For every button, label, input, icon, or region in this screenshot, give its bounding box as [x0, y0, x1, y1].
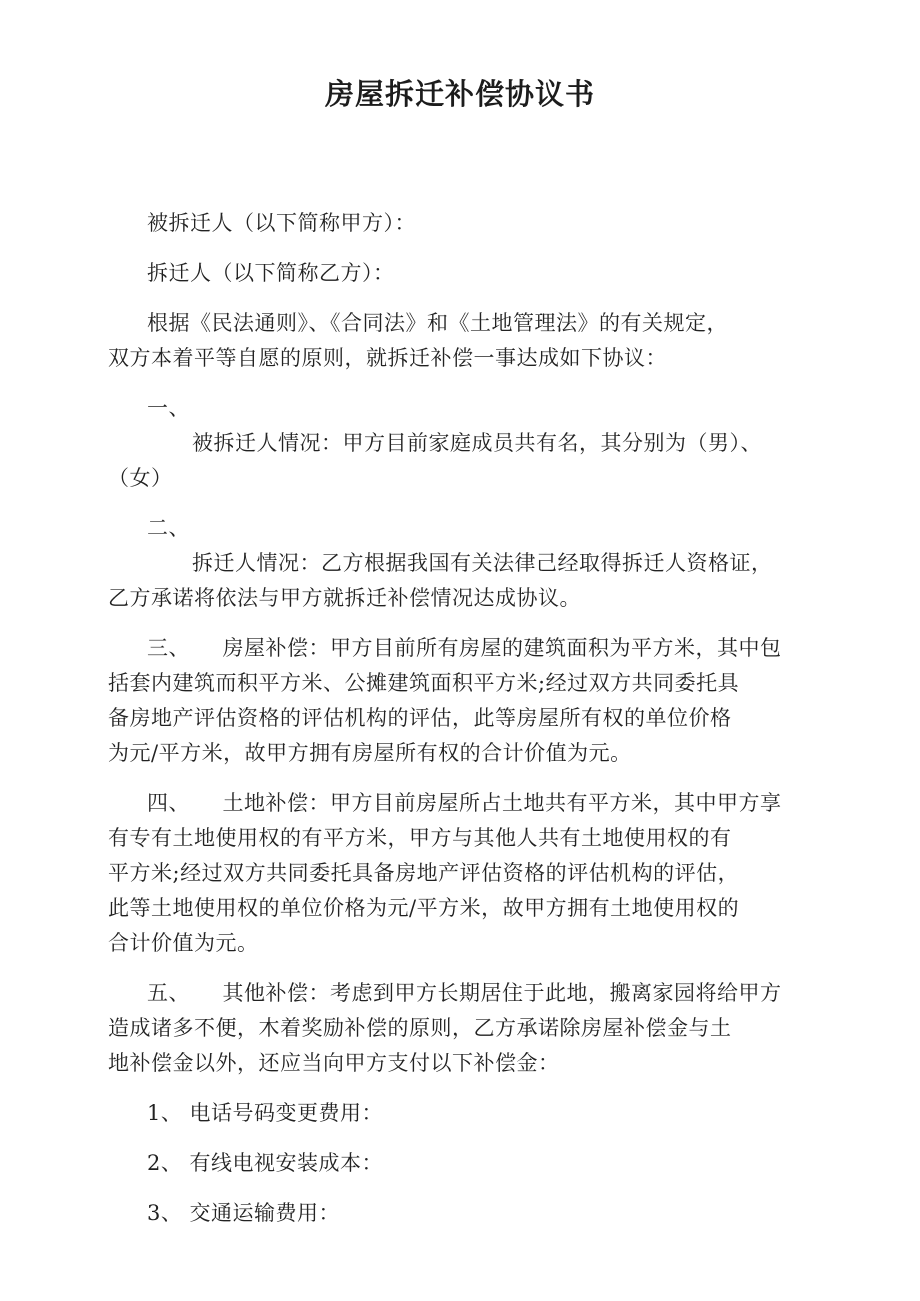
paragraph — [108, 256, 868, 291]
text-line: 一、 — [147, 396, 190, 420]
text-line: 地补偿金以外，还应当向甲方支付以下补偿金： — [108, 1051, 560, 1075]
paragraph — [108, 511, 868, 616]
text-line: 合计价值为元。 — [108, 931, 259, 955]
text-line: 拆迁人情况：乙方根据我国有关法律己经取得拆迁人资格证， — [192, 551, 773, 575]
text-line: 2、 有线电视安装成本： — [147, 1151, 384, 1175]
text-line: 平方米;经过双方共同委托具备房地产评估资格的评估机构的评估， — [108, 861, 740, 885]
text-line: 被拆迁人情况：甲方目前家庭成员共有名，其分别为（男）、 — [192, 431, 762, 455]
text-line: 括套内建筑而积平方米、公摊建筑面积平方米;经过双方共同委托具 — [108, 671, 740, 695]
paragraph — [108, 306, 868, 376]
text-line: 3、 交通运输费用： — [147, 1201, 341, 1225]
paragraph — [108, 1146, 868, 1181]
paragraph — [108, 786, 868, 961]
text-line: 五、 其他补偿：考虑到甲方长期居住于此地，搬离家园将给甲方 — [147, 981, 782, 1005]
text-line: 二、 — [147, 516, 190, 540]
text-line: 拆迁人（以下简称乙方）： — [147, 261, 395, 285]
text-line: 被拆迁人（以下简称甲方）： — [147, 211, 416, 235]
paragraph — [108, 206, 868, 241]
text-line: 双方本着平等自愿的原则，就拆迁补偿一事达成如下协议： — [108, 346, 667, 370]
document-body — [108, 206, 868, 1246]
paragraph — [108, 631, 868, 771]
text-line: 乙方承诺将依法与甲方就拆迁补偿情况达成协议。 — [108, 586, 581, 610]
document-title: 房屋拆迁补偿协议书 — [324, 77, 595, 111]
paragraph — [108, 391, 868, 496]
text-line: 为元/平方米，故甲方拥有房屋所有权的合计价值为元。 — [108, 741, 632, 765]
paragraph — [108, 1096, 868, 1131]
text-line: 三、 房屋补偿：甲方目前所有房屋的建筑面积为平方米，其中包 — [147, 636, 782, 660]
text-line: 备房地产评估资格的评估机构的评估，此等房屋所有权的单位价格 — [108, 706, 732, 730]
paragraph — [108, 1196, 868, 1231]
text-line: 造成诸多不便，木着奖励补偿的原则，乙方承诺除房屋补偿金与土 — [108, 1016, 732, 1040]
text-line: 1、 电话号码变更费用： — [147, 1101, 384, 1125]
text-line: 此等土地使用权的单位价格为元/平方米，故甲方拥有土地使用权的 — [108, 896, 740, 920]
text-line: 根据《民法通则》、《合同法》和《土地管理法》的有关规定， — [147, 311, 728, 335]
text-line: 有专有土地使用权的有平方米，甲方与其他人共有土地使用权的有 — [108, 826, 732, 850]
paragraph — [108, 976, 868, 1081]
text-line: 四、 土地补偿：甲方目前房屋所占土地共有平方米，其中甲方享 — [147, 791, 782, 815]
text-line: （女） — [108, 466, 173, 490]
